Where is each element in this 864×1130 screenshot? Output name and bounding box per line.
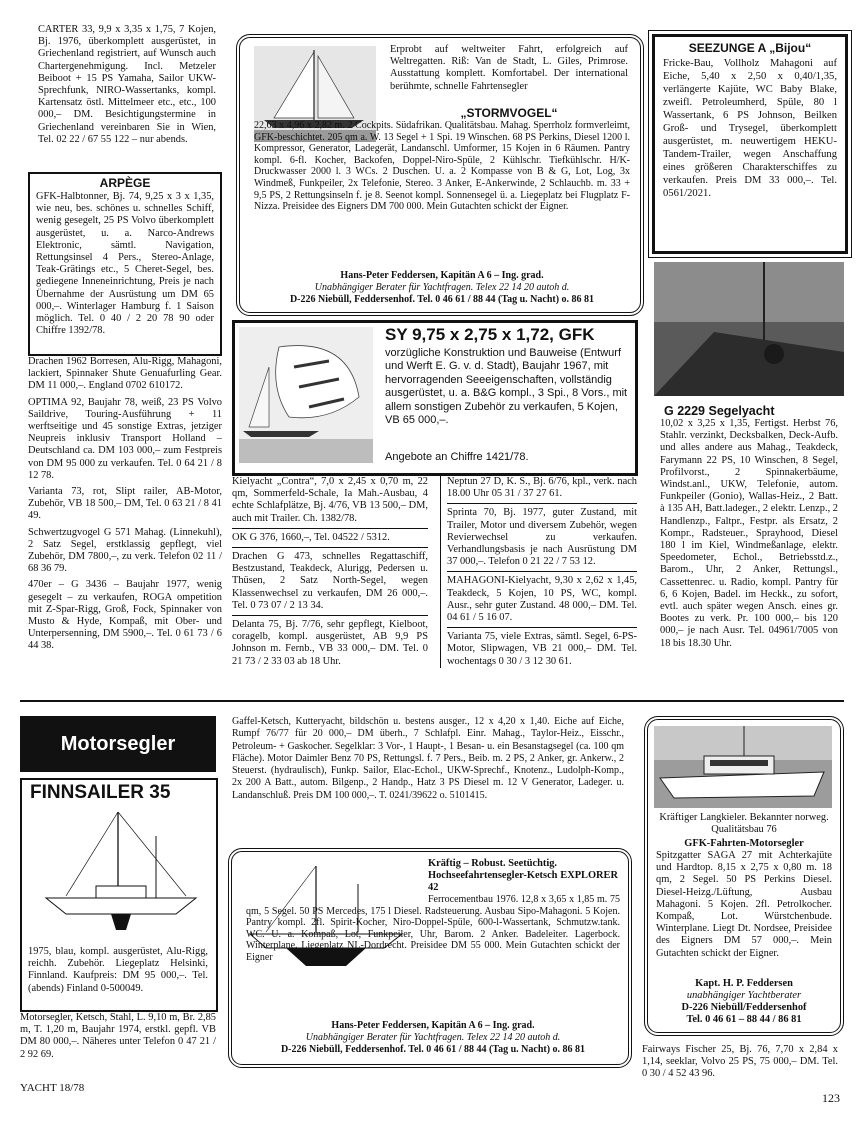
stormvogel-body: 22,63 x 4,96 x 2,82 m. 2 Cockpits. Südafrikan. Qualitätsbau. Mahag. Sperrholz formverleimt, GFK-beschichtet. 205 qm a. W. 13 Segel + 1 Spi. 19 Winschen. 68 PS Perkins, Diesel 1200 l. Kompressor, Generator, Ladegerät, Landanschl. Umformer, 15 Kojen in 6 Räumen. Pantry kompl. 6-fl. Kocher, Backofen, Doppel-Niro-Spüle, 2 Kühlschr. Tiefkühlschr. H/K-Druckwasser 2000 l. 3 WCs. 2 Duschen. U. a. 2 Kompasse von B & G, Lot, Log, 3x Windmeß, Funkpeiler, 2x Telefonie, Stereo. 3 Anker, E-Ankerwinde, 2 Schlauchb. m. 33 + 9,5 PS, 2 Rettungsinseln f. je 8. Seenot kompl. Sonnensegel ü. a. Liegeplatz bei Flugplatz F-Nizza. Preisidee des Eigners DM 700 000. Mein Gutachten schickt der Eigner.: [254, 120, 630, 213]
stormvogel-name: „STORMVOGEL“: [460, 106, 558, 120]
saga-sig3: D-226 Niebüll/Feddersenhof: [681, 1002, 807, 1013]
ad-finnsailer-box: [20, 778, 218, 1012]
left-ads: [28, 356, 222, 653]
mid-right-ads: [440, 476, 637, 668]
saga-sig1: Kapt. H. P. Feddersen: [695, 978, 793, 989]
seezunge-body: Fricke-Bau, Vollholz Mahagoni auf Eiche, 5,40 x 2,50 x 0,40/1,35, verlängerte Kajüte, WC Baby Blake, zweifl. Petroleumherd, Spüle, 80 l Wassertank, 6 PS Johnson, Beilken Groß- und Trysegel, überkomplett ausgerüstet, m. neuwertigem HEKU-Tandem-Trailer, wegen Anschaffung eines größeren Charakterschiffes zu verkaufen. Preis DM 33 000,–. Tel. 0561/2021.: [663, 58, 837, 199]
ad-kielyacht-contra: Kielyacht „Contra“, 7,0 x 2,45 x 0,70 m, 22 qm, Sommerfeld-Schale, Ia Mah.-Ausbau, 4 echte Schlafplätze, Bj. 4/76, VB 13 500,– DM, auch mit Trailer. Ch. 1382/78.: [232, 476, 428, 524]
divider: [232, 547, 428, 548]
ad-explorer-box: [228, 848, 632, 1068]
ad-seezunge-box: [652, 34, 848, 254]
sy-photo: [239, 327, 373, 463]
ad-saga-box: [644, 716, 844, 1036]
saga-sig2: unabhängiger Yachtberater: [686, 990, 802, 1001]
divider: [447, 627, 637, 628]
ad-470er: 470er – G 3436 – Baujahr 1977, wenig gesegelt – zu verkaufen, ROGA ompetition mit Z-Spar-Rigg, Groß, Fock, Spinnaker von Musto & Hyde, Kompaß, mit Ober- und Unterpersenning, DM 5900,–. Tel. 0 61 73 / 6 44 38.: [28, 579, 222, 652]
divider: [447, 503, 637, 504]
g2229-body: 10,02 x 3,25 x 1,35, Fertigst. Herbst 76, Stahlr. verzinkt, Decksbalken, Deck-Aufb. und alles andere aus Mahag., Teakdeck, Farymann 22 PS, 10 Winschen, 8 Segel, Profilvorst., 2 Spinnakerbäume, Windst.anl., UKW, Telefonie, autom. Funkpeiler (Gonio), Wallas-Heiz., 2 Batt. à 135 AH, Batt.ladeger., 2 elektr. Lenzp., 2 Handlenzp., Faltpr., Festpr. als Ersatz, 2 Kompr., Radsteuer., Sprayhood, Diesel 180 l im Kiel, Windmeßanlage, elektr. Speedometer, Echol., Betriebsstd.z., Barom., Uhr, 2 Anker, Rettungsl., Cassettenrec. u. Radio, kompl. Pantry für 6, 6 Kojen, Badel. im Heckk., zu sofort, evtl. auch später wegen Ansch. eines gr. Bootes zu verk. Pr. 100 000,– bis 120 000,– je nach Ausr. Tel. 04961/7005 von 18 bis 18.30 Uhr.: [660, 418, 838, 649]
divider: [232, 528, 428, 529]
ad-optima-92: OPTIMA 92, Baujahr 78, weiß, 23 PS Volvo Saildrive, Touring-Ausführung + 11 werftseitige und 45 sonstige Extras, jetziger Neupreis inklusiv Transport Holland – Deutschland ca. DM 103 000,– zum Festpreis von DM 95 000 zu verkaufen. Tel. 0 64 21 / 8 12 78.: [28, 396, 222, 481]
stormvogel-sig3: D-226 Niebüll, Feddersenhof. Tel. 0 46 61 / 88 44 (Tag u. Nacht) o. 86 81: [289, 294, 595, 305]
finnsailer-title: FINNSAILER 35: [30, 782, 171, 803]
ad-sy-box: [232, 320, 638, 476]
finnsailer-body: 1975, blau, kompl. ausgerüstet, Alu-Rigg, reichh. Zubehör. Liegeplatz Helsinki, Finnland. Kaufpreis: DM 95 000,–. Tel. (abends) Finland 0-500049.: [28, 946, 208, 994]
footer-issue: YACHT 18/78: [20, 1082, 85, 1094]
mid-divider-top: [232, 474, 632, 475]
mid-left-ads: [232, 476, 428, 668]
sy-body: vorzügliche Konstruktion und Bauweise (Entwurf und Werft E. G. v. d. Stadt), Baujahr 1967, mit hervorragenden Seeeigenschaften, vollständig ausgerüstet, u. a. B&G kompl., 3 Spi., 8 Vors., mit allem sonstigen Zubehör zu verkaufen, 5 Kojen, VB 65 000,–.: [385, 347, 628, 427]
ad-arpege-body: GFK-Halbtonner, Bj. 74, 9,25 x 3 x 1,35, wie neu, bes. schönes u. schnelles Schiff, wenig gesegelt, 25 PS Volvo überkomplett ausgerüstet, u. a. Narco-Andrews Elektronic, sämtl. Navigation, Rettungsinsel 4 Pers., Stereo-Anlage, Teak-Grätings etc., 5 Cheret-Segel, bes. gediegene Inneneinrichtung, Preis je nach Übernahme der Ausrüstung um DM 65 000,–. Winterlager Hamburg f. 1 Saison möglich. Tel. 0 40 / 2 20 78 90 oder Chiffre 1392/78.: [36, 191, 214, 337]
footer-page-number: 123: [822, 1091, 840, 1105]
stormvogel-sig1: Hans-Peter Feddersen, Kapitän A 6 – Ing. grad.: [340, 270, 544, 281]
ad-varianta-73: Varianta 73, rot, Slipt railer, AB-Motor, Zubehör, VB 18 500,– DM, Tel. 0 63 21 / 8 41 49.: [28, 486, 222, 522]
ad-arpege-title: ARPÈGE: [99, 176, 151, 190]
saga-sig4: Tel. 0 46 61 – 88 44 / 86 81: [686, 1014, 802, 1025]
ad-carter: CARTER 33, 9,9 x 3,35 x 1,75, 7 Kojen, Bj. 1976, überkomplett ausgerüstet, in Griechenland registriert, auf Wunsch auch Chartergenehmigung. Incl. Metzeler Beiboot + 15 PS Yamaha, Sailor UKW-Sprechfunk, NIRO-Wassertanks, kompl. Kartensatz östl. Mittelmeer etc., etc., 100 000,– DM. Besichtigungstermine in Griechenland vereinbaren Sie in Wien, Tel. 02 22 / 67 55 122 – nur abends.: [38, 24, 216, 145]
ad-drachen-g473: Drachen G 473, schnelles Regattaschiff, Bestzustand, Teakdeck, Alurigg, Pedersen u. Thüsen, 2 Satz North-Segel, wegen Klassenwechsel zu verkaufen, DM 26 000,–. Tel. 0 73 07 / 2 13 34.: [232, 551, 428, 611]
ad-gaffel-ketsch: Gaffel-Ketsch, Kutteryacht, bildschön u. bestens ausger., 12 x 4,20 x 1,40. Eiche auf Eiche, Rumpf 76/77 für 20 000,– DM überh., 7 Schlafpl. Einr. Mahag., Taylor-Heiz., Eisschr., Petroleum- + Gaskocher. Segelklar: 3 Vor-, 1 Haupt-, 1 Besan- u. ein Besanstagsegel (ca. 100 qm Fläche). Motor Daimler Benz 70 PS, Rettungsl. f. 7 Pers., Beib. m. 2 PS, 2 Anker, gr. Ankerw., 2 Steuerst. (hydraulisch), Funkp. Sailor, Elac-Echol., UKW-Sprechf., Knotenz., Ludolph-Komp., 2x 200 A Batt., autom. Bilgenp., 2 Handp., Hatz 3 PS Diesel m. 12 V Generator, Ladeger. u. Landanschluß. Preis DM 100 000,–. T. 0241/39622 o. 5101415.: [232, 716, 624, 801]
ad-delanta-75: Delanta 75, Bj. 7/76, sehr gepflegt, Kielboot, coragelb, kompl. ausgerüstet, AB 9,9 PS Johnson m. Fernb., VB 33 000,– DM. Tel. 0 21 73 / 2 33 03 ab 18 Uhr.: [232, 619, 428, 667]
saga-body: Spitzgatter SAGA 27 mit Achterkajüte und Hardtop. 8,15 x 2,75 x 0,80 m. 18 qm, 2 Segel. 50 PS Perkins Diesel. Diesel-Heizg./Lüftung, Ausbau Mahagoni. 5 Kojen. 2fl. Petrolkocher. Kompaß, Lot. Würstchenbude. Winterplane. Liegt Dt. Nordsee, Preisidee des Eigners DM 57 000,–. Mein Gutachten schickt der Eigner.: [656, 850, 832, 959]
motorsailer-photo: [654, 726, 832, 808]
saga-intro: Kräftiger Langkieler. Bekannter norweg. Qualitätsbau 76: [659, 812, 829, 836]
explorer-intro: Kräftig – Robust. Seetüchtig.: [428, 858, 558, 869]
yacht-deck-photo: [654, 262, 844, 396]
ad-mahagoni-kielyacht: MAHAGONI-Kielyacht, 9,30 x 2,62 x 1,45, Teakdeck, 5 Kojen, 10 PS, WC, kompl. Ausr., sehr guter Zustand. 48 000,– DM. Tel. 04 61 / 5 16 07.: [447, 575, 637, 624]
sy-title: SY 9,75 x 2,75 x 1,72, GFK: [385, 325, 595, 344]
motorsegler-banner: [20, 716, 216, 772]
g2229-photo: [654, 262, 844, 396]
ad-sprinta-70: Sprinta 70, Bj. 1977, guter Zustand, mit Trailer, Motor und diversem Zubehör, wegen Revierwechsel zu verkaufen. Verhandlungsbasis je nach Ausrüstung DM 37 000,–. Telefon 0 21 22 / 7 53 12.: [447, 507, 637, 568]
ad-ok-g376: OK G 376, 1660,–, Tel. 04522 / 5312.: [232, 531, 390, 543]
finnsailer-drawing: [26, 806, 212, 936]
explorer-sig1: Hans-Peter Feddersen, Kapitän A 6 – Ing. grad.: [331, 1020, 535, 1031]
ad-neptun-27: Neptun 27 D, K. S., Bj. 6/76, kpl., verk. nach 18.00 Uhr 05 31 / 37 27 61.: [447, 476, 637, 500]
saga-photo: [654, 726, 832, 808]
ad-drachen-1962: Drachen 1962 Borresen, Alu-Rigg, Mahagoni, lackiert, Spinnaker Shute Genuafurling Gear. DM 11 000,–. England 0702 610172.: [28, 356, 222, 392]
explorer-name: Hochseefahrtensegler-Ketsch EXPLORER 42: [428, 870, 618, 894]
ad-stormvogel-box: [236, 34, 644, 316]
motorsegler-banner-label: Motorsegler: [60, 732, 176, 755]
ad-arpege-box: [28, 172, 222, 356]
g2229-title: G 2229 Segelyacht: [664, 404, 775, 418]
ad-varianta-75: Varianta 75, viele Extras, sämtl. Segel, 6-PS-Motor, Slipwagen, VB 21 000,– DM. Tel. wochentags 0 30 / 3 12 30 61.: [447, 631, 637, 667]
spinnaker-illustration: [239, 327, 373, 463]
divider: [232, 615, 428, 616]
explorer-sig3: D-226 Niebüll, Feddersenhof. Tel. 0 46 61 / 88 44 (Tag u. Nacht) o. 86 81: [280, 1044, 586, 1055]
explorer-sig2: Unabhängiger Berater für Yachtfragen. Telex 22 14 20 autoh d.: [305, 1032, 561, 1043]
section-divider: [20, 700, 844, 702]
divider: [447, 571, 637, 572]
explorer-body: Ferrocementbau 1976. 12,8 x 3,65 x 1,85 m. 75 qm, 5 Segel. 50 PS Mercedes, 175 l Diesel. Radsteuerung. Ausbau Sipo-Mahagoni. 5 Kojen. Pantry kompl. 2fl. Spirit-Kocher, Niro-Doppel-Spüle, 600-l-Wassertank, Schmutzw.tank. WC. U. a. Kompaß, Lot, Funkpeiler, Uhr, Barom. 2 Anker. Badeleiter. Lagerbock. Winterplane. Liegeplatz NL-Dordrecht. Preisidee DM 55 000. Mein Gutachten schickt der Eigner: [246, 894, 620, 963]
ad-motorsegler-ketsch: Motorsegler, Ketsch, Stahl, L. 9,10 m, Br. 2,85 m, T. 1,20 m, Baujahr 1974, erstkl. gepfl. VB DM 80 000,–. Näheres unter Telefon 0 47 21 / 2 92 69.: [20, 1012, 216, 1060]
saga-name: GFK-Fahrten-Motorsegler: [684, 838, 804, 849]
ad-schwertzugvogel: Schwertzugvogel G 571 Mahag. (Linnekuhl), 2 Satz Segel, erstklassig gepflegt, viel Zubehör, DM 7800,–, zu verk. Telefon 02 11 / 68 36 79.: [28, 526, 222, 575]
sy-tail: Angebote an Chiffre 1421/78.: [385, 451, 529, 463]
stormvogel-sig2: Unabhängiger Berater für Yachtfragen. Telex 22 14 20 autoh d.: [314, 282, 570, 293]
seezunge-title: SEEZUNGE A „Bijou“: [688, 41, 812, 55]
ad-fairways-fischer: Fairways Fischer 25, Bj. 76, 7,70 x 2,84 x 1,14, seeklar, Volvo 25 PS, 75 000,– DM. Tel. 0 30 / 4 52 43 96.: [642, 1044, 838, 1080]
stormvogel-intro: Erprobt auf weltweiter Fahrt, erfolgreich auf Weltregatten. Riß: Van de Stadt, L. Giles, Primrose. Ausstattung komplett. Komfortabel. Der international berühmte, schnelle Fahrtensegler: [390, 44, 628, 92]
